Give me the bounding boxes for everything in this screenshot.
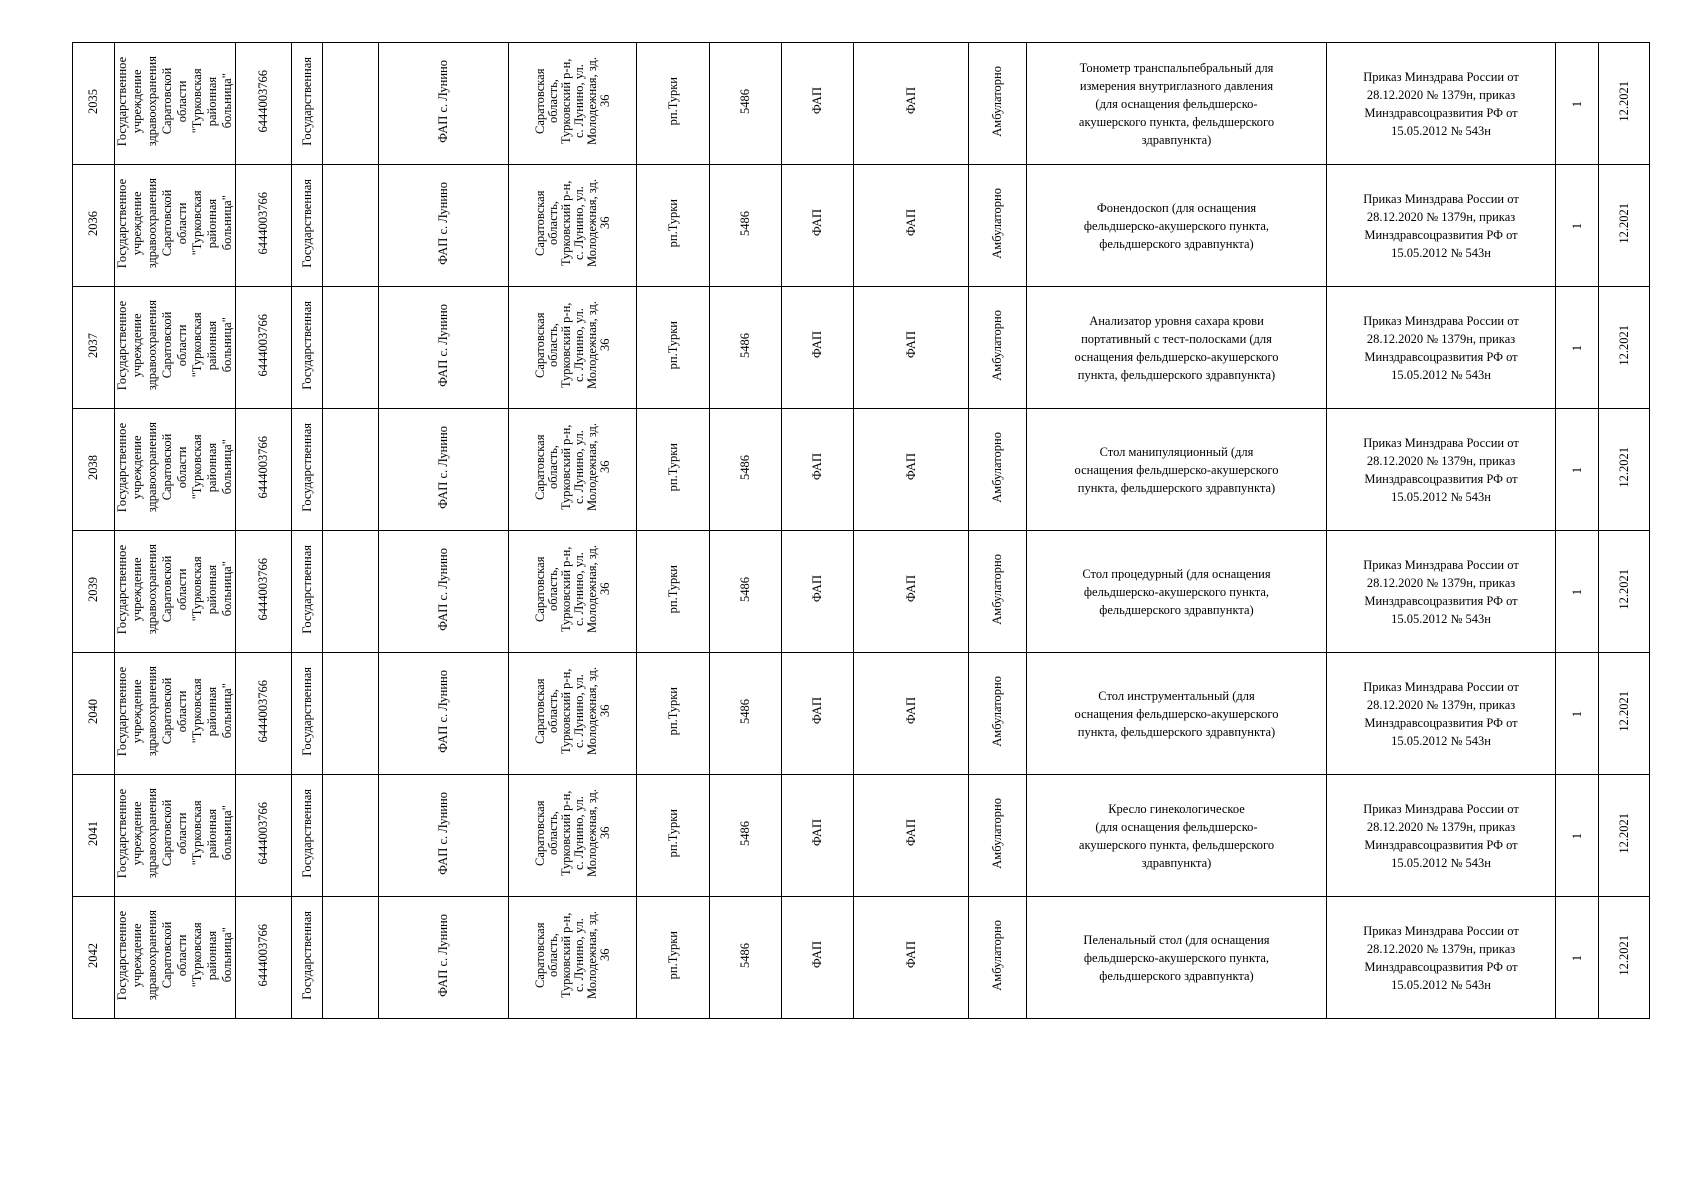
ownership-cell [292, 775, 323, 897]
facility-type-text: ФАП [810, 941, 824, 969]
settlement-text: рп.Турки [665, 564, 680, 614]
population-cell [710, 897, 782, 1019]
quantity-cell [1556, 287, 1599, 409]
population-cell [710, 165, 782, 287]
ownership-cell [292, 165, 323, 287]
table-row [73, 287, 1650, 409]
inn-cell [236, 165, 292, 287]
deadline-cell [1599, 775, 1650, 897]
facility-type-cell [782, 409, 854, 531]
address-cell [509, 165, 637, 287]
ownership-text: Государственная [299, 544, 314, 634]
facility-subtype-cell [854, 531, 969, 653]
organization-cell [115, 531, 236, 653]
deadline-cell [1599, 43, 1650, 165]
legal-basis-cell [1327, 409, 1556, 531]
row-number-text: 2039 [86, 576, 100, 602]
address-cell [509, 775, 637, 897]
legal-basis-cell [1327, 165, 1556, 287]
facility-subtype-cell [854, 409, 969, 531]
row-number-text: 2040 [86, 698, 100, 724]
ownership-text: Государственная [299, 300, 314, 390]
facility-text: ФАП с. Лунино [436, 791, 450, 875]
facility-subtype-text: ФАП [903, 697, 918, 725]
inn-text: 6444003766 [256, 191, 270, 255]
legal-basis-cell [1327, 287, 1556, 409]
quantity-cell [1556, 897, 1599, 1019]
facility-subtype-cell [854, 287, 969, 409]
facility-type-text: ФАП [810, 575, 824, 603]
inn-text: 6444003766 [256, 923, 270, 987]
organization-cell [115, 775, 236, 897]
inn-cell [236, 531, 292, 653]
equipment-name-cell [1027, 775, 1327, 897]
facility-type-text: ФАП [810, 697, 824, 725]
organization-text: Государственное учреждение здравоохранения Саратовской области "Турковская районная больница" [115, 421, 234, 513]
legal-basis-text: Приказ Минздрава России от 28.12.2020 № 1379н, приказ Минздравсоцразвития РФ от 15.05.2012 № 543н [1363, 801, 1519, 870]
legal-basis-text: Приказ Минздрава России от 28.12.2020 № 1379н, приказ Минздравсоцразвития РФ от 15.05.2012 № 543н [1363, 557, 1519, 626]
facility-type-text: ФАП [810, 87, 824, 115]
population-cell [710, 409, 782, 531]
quantity-cell [1556, 775, 1599, 897]
equipment-name-cell [1027, 409, 1327, 531]
care-type-text: Амбулаторно [990, 919, 1004, 991]
row-number-text: 2042 [86, 942, 100, 968]
table-row [73, 409, 1650, 531]
table-row [73, 43, 1650, 165]
equipment-name-text: Фонендоскоп (для оснащения фельдшерско-акушерского пункта, фельдшерского здравпункта) [1083, 200, 1270, 251]
organization-text: Государственное учреждение здравоохранения Саратовской области "Турковская районная больница" [115, 177, 234, 269]
empty-cell [323, 653, 379, 775]
quantity-text: 1 [1569, 955, 1584, 962]
table-row [73, 165, 1650, 287]
facility-subtype-text: ФАП [903, 453, 918, 481]
care-type-text: Амбулаторно [990, 309, 1004, 381]
legal-basis-cell [1327, 531, 1556, 653]
equipment-name-cell [1027, 165, 1327, 287]
settlement-cell [637, 653, 710, 775]
facility-text: ФАП с. Лунино [436, 59, 450, 143]
row-number-text: 2035 [86, 88, 100, 114]
address-text: Саратовская область, Турковский р-н, с. Лунино, ул. Молодежная, зд. 36 [532, 423, 612, 511]
facility-type-cell [782, 531, 854, 653]
facility-cell [379, 409, 509, 531]
table-row [73, 653, 1650, 775]
row-number-text: 2041 [86, 820, 100, 846]
address-cell [509, 287, 637, 409]
settlement-cell [637, 43, 710, 165]
deadline-text: 12.2021 [1616, 324, 1631, 366]
facility-subtype-text: ФАП [903, 941, 918, 969]
care-type-cell [969, 287, 1027, 409]
table-row [73, 897, 1650, 1019]
settlement-cell [637, 775, 710, 897]
facility-cell [379, 775, 509, 897]
population-text: 5486 [738, 576, 752, 602]
facility-text: ФАП с. Лунино [436, 669, 450, 753]
organization-text: Государственное учреждение здравоохранения Саратовской области "Турковская районная больница" [115, 909, 234, 1001]
deadline-text: 12.2021 [1616, 446, 1631, 488]
deadline-text: 12.2021 [1616, 934, 1631, 976]
equipment-name-cell [1027, 653, 1327, 775]
organization-text: Государственное учреждение здравоохранения Саратовской области "Турковская районная больница" [115, 299, 234, 391]
facility-subtype-text: ФАП [903, 209, 918, 237]
care-type-cell [969, 897, 1027, 1019]
population-text: 5486 [738, 698, 752, 724]
legal-basis-cell [1327, 653, 1556, 775]
equipment-name-text: Стол процедурный (для оснащения фельдшерско-акушерского пункта, фельдшерского здравпункта) [1082, 566, 1271, 617]
ownership-cell [292, 287, 323, 409]
legal-basis-cell [1327, 775, 1556, 897]
empty-cell [323, 531, 379, 653]
inn-text: 6444003766 [256, 69, 270, 133]
facility-cell [379, 531, 509, 653]
equipment-name-text: Стол манипуляционный (для оснащения фельдшерско-акушерского пункта, фельдшерского здравпункта) [1074, 444, 1279, 495]
facility-text: ФАП с. Лунино [436, 303, 450, 387]
organization-cell [115, 409, 236, 531]
equipment-name-text: Стол инструментальный (для оснащения фельдшерско-акушерского пункта, фельдшерского здравпункта) [1074, 688, 1279, 739]
deadline-text: 12.2021 [1616, 568, 1631, 610]
population-cell [710, 531, 782, 653]
facility-subtype-text: ФАП [903, 87, 918, 115]
settlement-text: рп.Турки [665, 808, 680, 858]
care-type-text: Амбулаторно [990, 553, 1004, 625]
population-text: 5486 [738, 454, 752, 480]
population-text: 5486 [738, 332, 752, 358]
row-number-cell [73, 287, 115, 409]
deadline-cell [1599, 897, 1650, 1019]
ownership-cell [292, 43, 323, 165]
address-text: Саратовская область, Турковский р-н, с. Лунино, ул. Молодежная, зд. 36 [532, 57, 612, 145]
equipment-name-text: Пеленальный стол (для оснащения фельдшерско-акушерского пункта, фельдшерского здравпункта) [1083, 932, 1270, 983]
settlement-text: рп.Турки [665, 686, 680, 736]
legal-basis-text: Приказ Минздрава России от 28.12.2020 № 1379н, приказ Минздравсоцразвития РФ от 15.05.2012 № 543н [1363, 923, 1519, 992]
care-type-cell [969, 531, 1027, 653]
row-number-cell [73, 531, 115, 653]
address-cell [509, 653, 637, 775]
table-row [73, 775, 1650, 897]
inn-cell [236, 897, 292, 1019]
facility-type-cell [782, 897, 854, 1019]
facility-text: ФАП с. Лунино [436, 913, 450, 997]
facility-cell [379, 287, 509, 409]
facility-subtype-text: ФАП [903, 331, 918, 359]
care-type-text: Амбулаторно [990, 187, 1004, 259]
facility-type-cell [782, 165, 854, 287]
inn-text: 6444003766 [256, 801, 270, 865]
empty-cell [323, 409, 379, 531]
inn-text: 6444003766 [256, 435, 270, 499]
care-type-cell [969, 775, 1027, 897]
row-number-cell [73, 165, 115, 287]
inn-cell [236, 287, 292, 409]
population-text: 5486 [738, 88, 752, 114]
organization-text: Государственное учреждение здравоохранения Саратовской области "Турковская районная больница" [115, 55, 234, 147]
deadline-cell [1599, 409, 1650, 531]
population-cell [710, 43, 782, 165]
quantity-cell [1556, 165, 1599, 287]
quantity-cell [1556, 43, 1599, 165]
population-cell [710, 653, 782, 775]
population-cell [710, 775, 782, 897]
ownership-text: Государственная [299, 56, 314, 146]
ownership-cell [292, 409, 323, 531]
equipment-name-text: Кресло гинекологическое (для оснащения фельдшерско- акушерского пункта, фельдшерского здравпункта) [1078, 801, 1275, 870]
legal-basis-cell [1327, 897, 1556, 1019]
settlement-text: рп.Турки [665, 930, 680, 980]
row-number-cell [73, 43, 115, 165]
facility-subtype-cell [854, 165, 969, 287]
facility-cell [379, 43, 509, 165]
deadline-cell [1599, 653, 1650, 775]
ownership-text: Государственная [299, 178, 314, 268]
settlement-cell [637, 287, 710, 409]
address-cell [509, 897, 637, 1019]
legal-basis-text: Приказ Минздрава России от 28.12.2020 № 1379н, приказ Минздравсоцразвития РФ от 15.05.2012 № 543н [1363, 679, 1519, 748]
facility-type-cell [782, 775, 854, 897]
row-number-cell [73, 409, 115, 531]
address-cell [509, 43, 637, 165]
equipment-name-cell [1027, 43, 1327, 165]
organization-cell [115, 43, 236, 165]
legal-basis-text: Приказ Минздрава России от 28.12.2020 № 1379н, приказ Минздравсоцразвития РФ от 15.05.2012 № 543н [1363, 313, 1519, 382]
address-text: Саратовская область, Турковский р-н, с. Лунино, ул. Молодежная, зд. 36 [532, 301, 612, 389]
address-cell [509, 531, 637, 653]
facility-subtype-cell [854, 775, 969, 897]
quantity-text: 1 [1569, 711, 1584, 718]
facility-subtype-text: ФАП [903, 575, 918, 603]
legal-basis-text: Приказ Минздрава России от 28.12.2020 № 1379н, приказ Минздравсоцразвития РФ от 15.05.2012 № 543н [1363, 435, 1519, 504]
equipment-name-text: Тонометр транспальпебральный для измерения внутриглазного давления (для оснащения фельдшерско- акушерского пункта, фельдшерского здравпункта) [1078, 60, 1275, 147]
facility-text: ФАП с. Лунино [436, 181, 450, 265]
row-number-text: 2038 [86, 454, 100, 480]
care-type-cell [969, 43, 1027, 165]
ownership-cell [292, 531, 323, 653]
inn-cell [236, 775, 292, 897]
address-cell [509, 409, 637, 531]
row-number-cell [73, 653, 115, 775]
equipment-name-cell [1027, 897, 1327, 1019]
care-type-cell [969, 653, 1027, 775]
legal-basis-cell [1327, 43, 1556, 165]
empty-cell [323, 775, 379, 897]
settlement-cell [637, 165, 710, 287]
facility-subtype-cell [854, 897, 969, 1019]
inn-cell [236, 43, 292, 165]
empty-cell [323, 165, 379, 287]
equipment-name-cell [1027, 531, 1327, 653]
inn-cell [236, 653, 292, 775]
address-text: Саратовская область, Турковский р-н, с. Лунино, ул. Молодежная, зд. 36 [532, 789, 612, 877]
facility-subtype-text: ФАП [903, 819, 918, 847]
population-text: 5486 [738, 210, 752, 236]
legal-basis-text: Приказ Минздрава России от 28.12.2020 № 1379н, приказ Минздравсоцразвития РФ от 15.05.2012 № 543н [1363, 69, 1519, 138]
ownership-cell [292, 653, 323, 775]
inn-text: 6444003766 [256, 313, 270, 377]
settlement-cell [637, 897, 710, 1019]
care-type-text: Амбулаторно [990, 65, 1004, 137]
quantity-cell [1556, 531, 1599, 653]
facility-type-cell [782, 287, 854, 409]
facility-text: ФАП с. Лунино [436, 425, 450, 509]
ownership-cell [292, 897, 323, 1019]
quantity-text: 1 [1569, 223, 1584, 230]
equipment-name-text: Анализатор уровня сахара крови портативный с тест-полосками (для оснащения фельдшерско-акушерского пункта, фельдшерского здравпункта) [1074, 313, 1279, 382]
equipment-name-cell [1027, 287, 1327, 409]
quantity-text: 1 [1569, 101, 1584, 108]
care-type-cell [969, 409, 1027, 531]
legal-basis-text: Приказ Минздрава России от 28.12.2020 № 1379н, приказ Минздравсоцразвития РФ от 15.05.2012 № 543н [1363, 191, 1519, 260]
ownership-text: Государственная [299, 788, 314, 878]
population-cell [710, 287, 782, 409]
inn-text: 6444003766 [256, 557, 270, 621]
inn-cell [236, 409, 292, 531]
facility-type-text: ФАП [810, 819, 824, 847]
facility-type-cell [782, 653, 854, 775]
deadline-text: 12.2021 [1616, 812, 1631, 854]
deadline-text: 12.2021 [1616, 202, 1631, 244]
care-type-cell [969, 165, 1027, 287]
facility-cell [379, 165, 509, 287]
quantity-text: 1 [1569, 467, 1584, 474]
facility-cell [379, 653, 509, 775]
population-text: 5486 [738, 820, 752, 846]
organization-cell [115, 653, 236, 775]
settlement-text: рп.Турки [665, 198, 680, 248]
organization-text: Государственное учреждение здравоохранения Саратовской области "Турковская районная больница" [115, 787, 234, 879]
empty-cell [323, 287, 379, 409]
settlement-text: рп.Турки [665, 442, 680, 492]
quantity-cell [1556, 409, 1599, 531]
row-number-text: 2037 [86, 332, 100, 358]
care-type-text: Амбулаторно [990, 431, 1004, 503]
population-text: 5486 [738, 942, 752, 968]
inn-text: 6444003766 [256, 679, 270, 743]
facility-type-text: ФАП [810, 331, 824, 359]
table-row [73, 531, 1650, 653]
care-type-text: Амбулаторно [990, 675, 1004, 747]
organization-text: Государственное учреждение здравоохранения Саратовской области "Турковская районная больница" [115, 665, 234, 757]
facility-subtype-cell [854, 43, 969, 165]
organization-cell [115, 165, 236, 287]
row-number-cell [73, 775, 115, 897]
address-text: Саратовская область, Турковский р-н, с. Лунино, ул. Молодежная, зд. 36 [532, 667, 612, 755]
settlement-cell [637, 409, 710, 531]
organization-text: Государственное учреждение здравоохранения Саратовской области "Турковская районная больница" [115, 543, 234, 635]
ownership-text: Государственная [299, 910, 314, 1000]
settlement-text: рп.Турки [665, 76, 680, 126]
settlement-text: рп.Турки [665, 320, 680, 370]
deadline-cell [1599, 165, 1650, 287]
ownership-text: Государственная [299, 422, 314, 512]
quantity-text: 1 [1569, 833, 1584, 840]
deadline-cell [1599, 531, 1650, 653]
organization-cell [115, 287, 236, 409]
settlement-cell [637, 531, 710, 653]
care-type-text: Амбулаторно [990, 797, 1004, 869]
facility-cell [379, 897, 509, 1019]
equipment-table [72, 42, 1650, 1019]
empty-cell [323, 897, 379, 1019]
empty-cell [323, 43, 379, 165]
row-number-text: 2036 [86, 210, 100, 236]
address-text: Саратовская область, Турковский р-н, с. Лунино, ул. Молодежная, зд. 36 [532, 911, 612, 999]
deadline-text: 12.2021 [1616, 80, 1631, 122]
quantity-cell [1556, 653, 1599, 775]
quantity-text: 1 [1569, 589, 1584, 596]
facility-type-text: ФАП [810, 209, 824, 237]
organization-cell [115, 897, 236, 1019]
address-text: Саратовская область, Турковский р-н, с. Лунино, ул. Молодежная, зд. 36 [532, 545, 612, 633]
deadline-cell [1599, 287, 1650, 409]
address-text: Саратовская область, Турковский р-н, с. Лунино, ул. Молодежная, зд. 36 [532, 179, 612, 267]
ownership-text: Государственная [299, 666, 314, 756]
facility-subtype-cell [854, 653, 969, 775]
quantity-text: 1 [1569, 345, 1584, 352]
facility-type-text: ФАП [810, 453, 824, 481]
deadline-text: 12.2021 [1616, 690, 1631, 732]
row-number-cell [73, 897, 115, 1019]
facility-type-cell [782, 43, 854, 165]
facility-text: ФАП с. Лунино [436, 547, 450, 631]
table-body [73, 43, 1650, 1019]
